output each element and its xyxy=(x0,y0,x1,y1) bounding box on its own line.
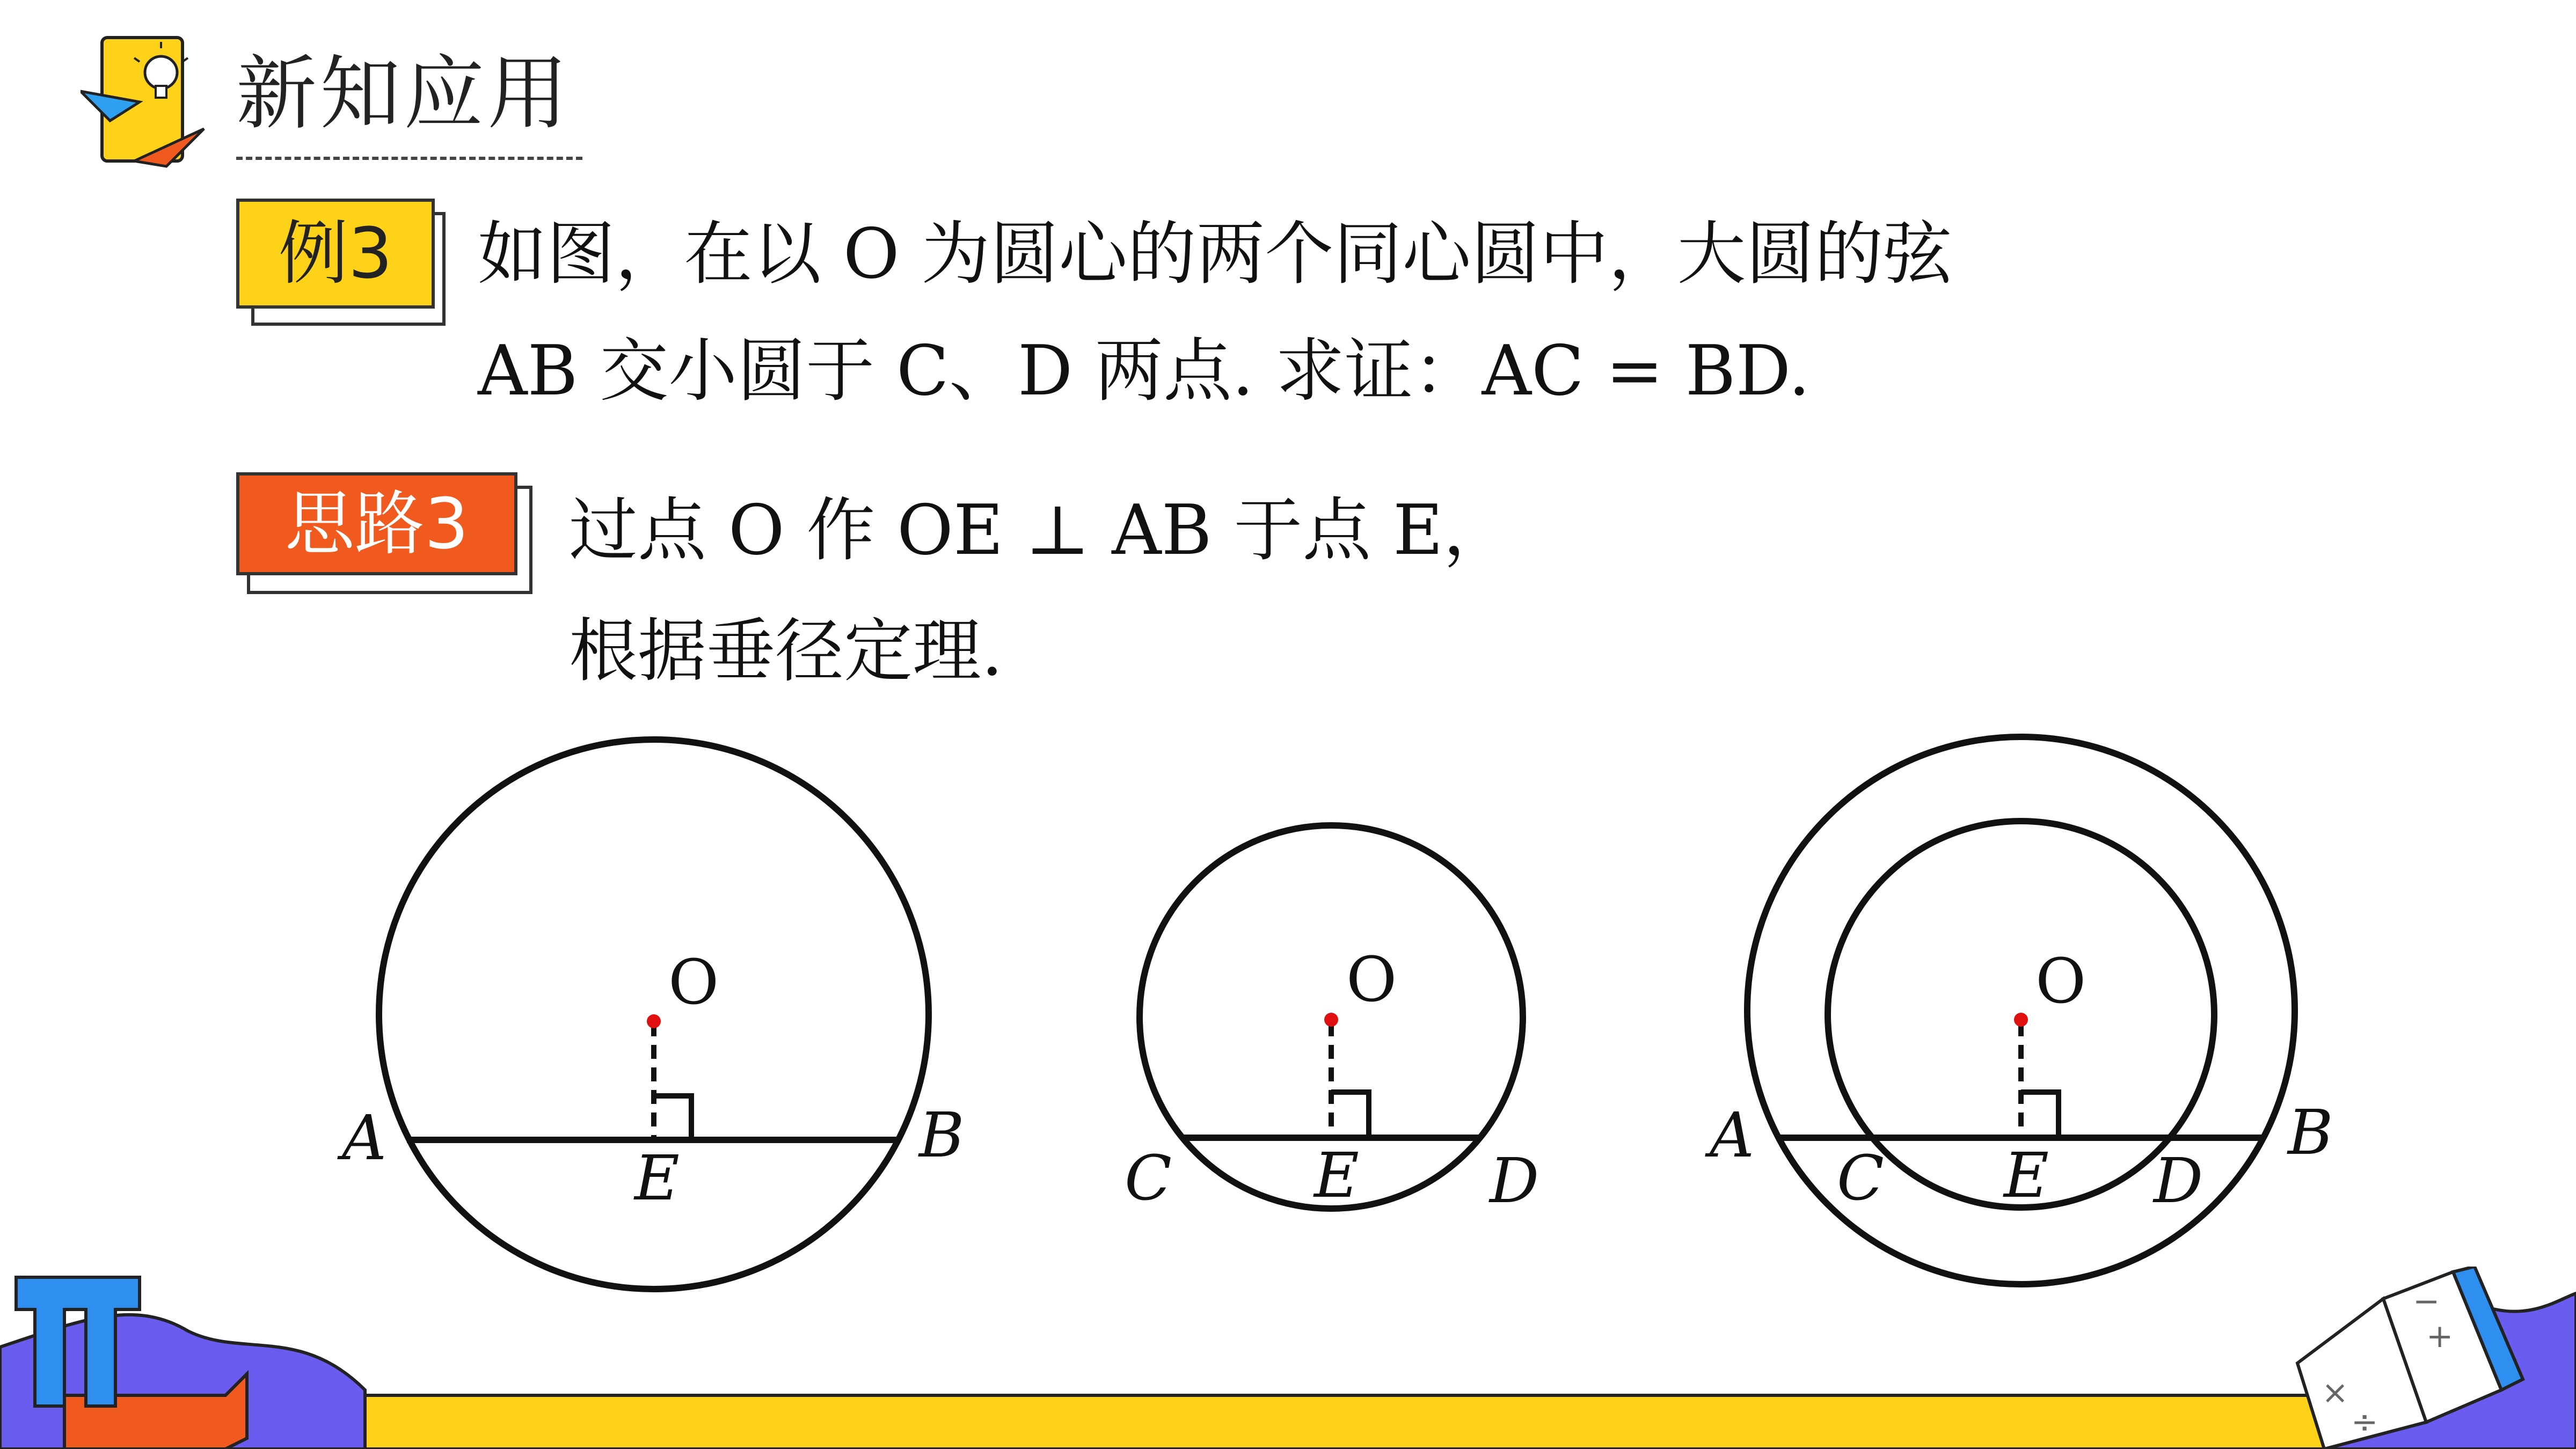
center-dot xyxy=(2014,1013,2028,1027)
label-c: C xyxy=(1837,1143,1884,1214)
label-b: B xyxy=(919,1100,965,1172)
svg-text:+: + xyxy=(2426,1318,2454,1355)
center-dot xyxy=(647,1014,661,1028)
example-text-line-1: 如图，在以 O 为圆心的两个同心圆中，大圆的弦 xyxy=(478,214,1952,294)
label-o: O xyxy=(1346,944,1397,1016)
right-angle-mark xyxy=(2021,1092,2059,1138)
label-e: E xyxy=(634,1143,680,1214)
label-d: D xyxy=(2154,1145,2203,1217)
label-d: D xyxy=(1490,1145,1539,1217)
svg-text:×: × xyxy=(2322,1374,2349,1411)
right-angle-mark xyxy=(1331,1092,1369,1138)
label-e: E xyxy=(1314,1140,1359,1212)
label-b: B xyxy=(2288,1097,2333,1169)
footer-decoration xyxy=(0,1267,2576,1449)
label-o: O xyxy=(668,947,719,1019)
hint-label: 思路3 xyxy=(236,472,517,575)
right-angle-mark xyxy=(654,1096,691,1140)
figure-1 xyxy=(337,740,965,1289)
label-e: E xyxy=(2004,1140,2049,1212)
hint-text-line-2: 根据垂径定理. xyxy=(569,611,1003,691)
page-title: 新知应用 xyxy=(236,47,572,141)
label-a: A xyxy=(1710,1100,1755,1172)
label-c: C xyxy=(1125,1143,1172,1214)
example-label: 例3 xyxy=(236,199,435,309)
svg-text:−: − xyxy=(2413,1283,2440,1320)
hint-text-line-1: 过点 O 作 OE ⊥ AB 于点 E， xyxy=(569,491,1512,570)
figure-2 xyxy=(1125,825,1539,1217)
figure-3 xyxy=(1705,737,2333,1284)
example-text-line-2: AB 交小圆于 C、D 两点. 求证：AC = BD. xyxy=(478,331,1811,411)
svg-text:÷: ÷ xyxy=(2351,1403,2378,1441)
footer-band xyxy=(344,1395,2324,1449)
label-o: O xyxy=(2035,946,2086,1018)
label-a: A xyxy=(342,1102,387,1174)
center-dot xyxy=(1324,1013,1338,1027)
